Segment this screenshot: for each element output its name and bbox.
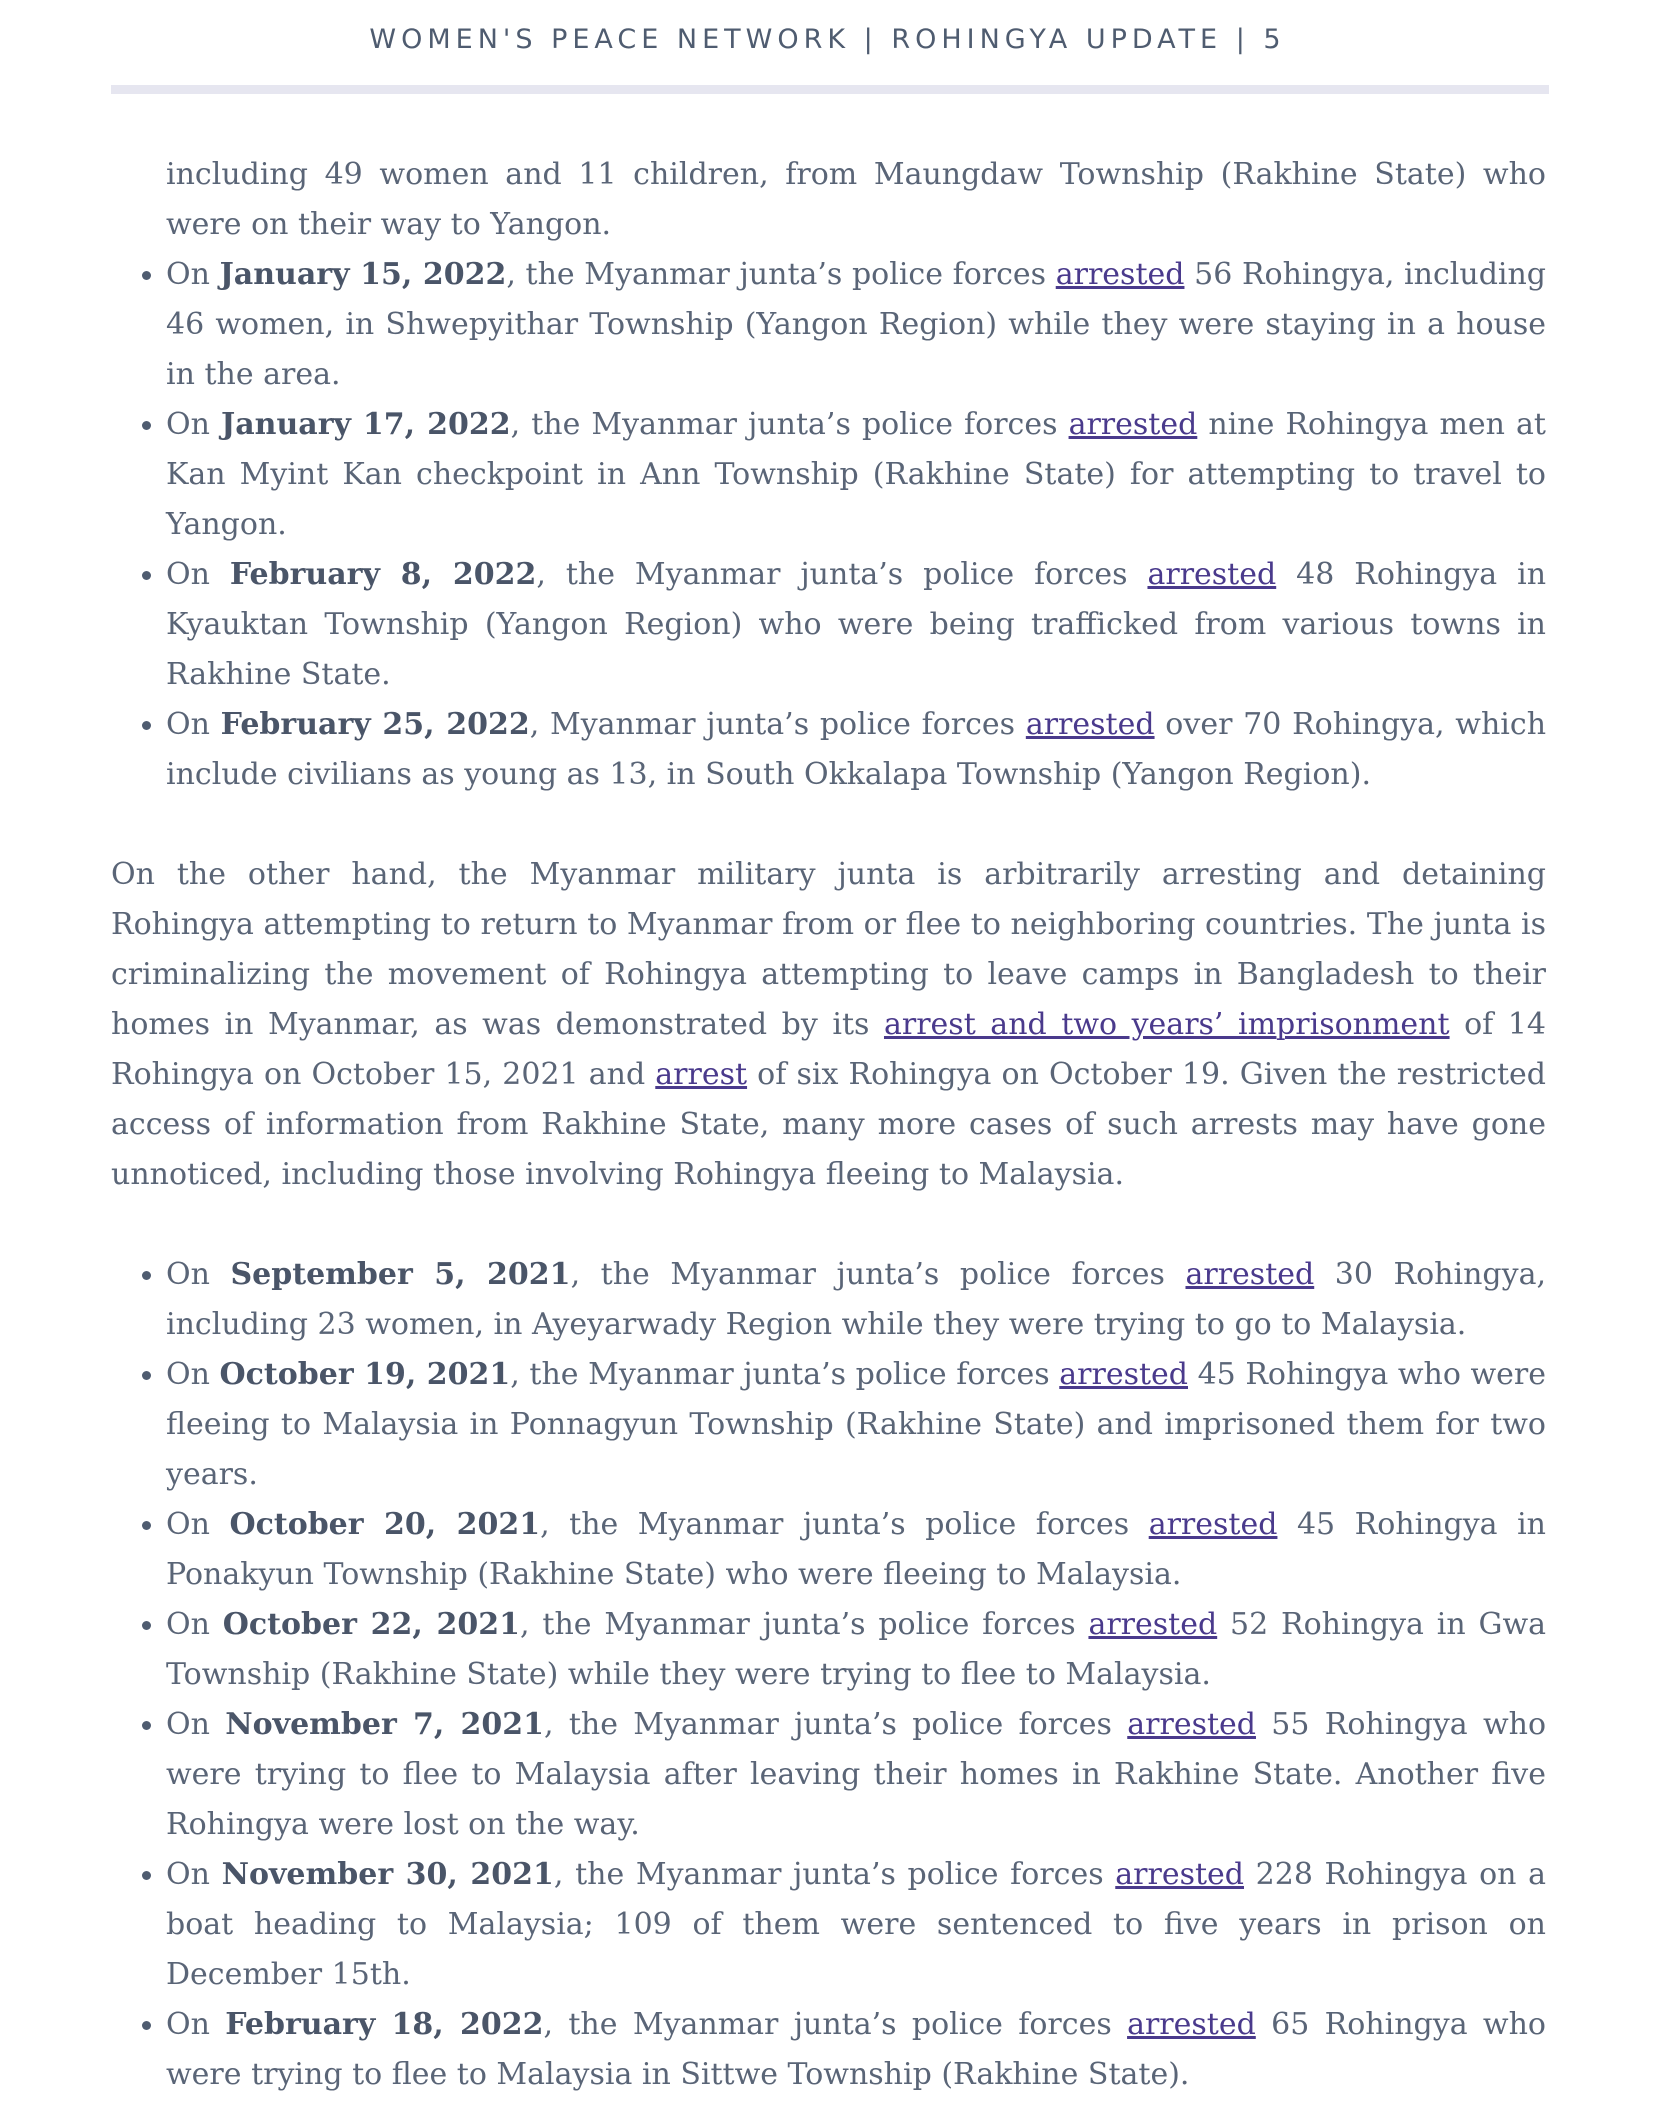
event-date: November 7, 2021 — [225, 1707, 544, 1742]
list-item: • On September 5, 2021, the Myanmar junta’s police forces arrested 30 Rohingya, including 23 women, in Ayeyarwady Region while they were trying to go to Malaysia. — [166, 1250, 1546, 1350]
imprisonment-link[interactable]: arrest and two years’ imprisonment — [883, 1007, 1450, 1042]
source-link[interactable]: arrested — [1115, 1857, 1244, 1892]
source-link[interactable]: arrested — [1025, 707, 1155, 742]
arrest-link[interactable]: arrest — [655, 1057, 748, 1092]
source-link[interactable]: arrested — [1148, 1507, 1278, 1542]
list-item: • On November 30, 2021, the Myanmar junta’s police forces arrested 228 Rohingya on a boat heading to Malaysia; 109 of them were sentenced to five years in prison on December 15th. — [166, 1850, 1546, 2000]
page-header: WOMEN'S PEACE NETWORK | ROHINGYA UPDATE | 5 — [369, 24, 1286, 55]
source-link[interactable]: arrested — [1127, 2007, 1256, 2042]
source-link[interactable]: arrested — [1127, 1707, 1256, 1742]
event-date: September 5, 2021 — [230, 1257, 571, 1292]
list-item: • On February 18, 2022, the Myanmar junta’s police forces arrested 65 Rohingya who were trying to flee to Malaysia in Sittwe Township (Rakhine State). — [166, 2000, 1546, 2100]
event-date: October 22, 2021 — [222, 1607, 521, 1642]
source-link[interactable]: arrested — [1055, 257, 1185, 292]
list-item: • On February 25, 2022, Myanmar junta’s police forces arrested over 70 Rohingya, which include civilians as young as 13, in South Okkalapa Township (Yangon Region). — [166, 700, 1546, 800]
spacer — [111, 1200, 1546, 1250]
document-body — [111, 150, 1546, 2100]
event-date: November 30, 2021 — [221, 1857, 554, 1892]
event-date: February 18, 2022 — [225, 2007, 544, 2042]
list-item: • On October 20, 2021, the Myanmar junta’s police forces arrested 45 Rohingya in Ponakyun Township (Rakhine State) who were fleeing to Malaysia. — [166, 1500, 1546, 1600]
list-item: • On October 22, 2021, the Myanmar junta’s police forces arrested 52 Rohingya in Gwa Township (Rakhine State) while they were trying to flee to Malaysia. — [166, 1600, 1546, 1700]
event-date: February 25, 2022 — [220, 707, 530, 742]
event-date: October 19, 2021 — [219, 1357, 511, 1392]
source-link[interactable]: arrested — [1185, 1257, 1315, 1292]
list-item: • On February 8, 2022, the Myanmar junta’s police forces arrested 48 Rohingya in Kyauktan Township (Yangon Region) who were being trafficked from various towns in Rakhine State. — [166, 550, 1546, 700]
source-link[interactable]: arrested — [1088, 1607, 1218, 1642]
list-item: • On January 15, 2022, the Myanmar junta’s police forces arrested 56 Rohingya, including 46 women, in Shwepyithar Township (Yangon Region) while they were staying in a house in the area. — [166, 250, 1546, 400]
list-continuation: including 49 women and 11 children, from Maungdaw Township (Rakhine State) who were on their way to Yangon. — [166, 157, 1546, 242]
event-date: February 8, 2022 — [229, 557, 537, 592]
list-item: • On January 17, 2022, the Myanmar junta’s police forces arrested nine Rohingya men at Kan Myint Kan checkpoint in Ann Township (Rakhine State) for attempting to travel to Yangon. — [166, 400, 1546, 550]
arrests-list-domestic — [111, 250, 1546, 800]
body-paragraph: On the other hand, the Myanmar military junta is arbitrarily arresting and detaining Rohingya attempting to return to Myanmar from or flee to neighboring countries. The junta is criminalizing the movement of Rohingya attempting to leave camps in Bangladesh to their homes in Myanmar, as was demonstrated by its arrest and two years’ imprisonment of 14 Rohingya on October 15, 2021 and arrest of six Rohingya on October 19. Given the restricted access of information from Rakhine State, many more cases of such arrests may have gone unnoticed, including those involving Rohingya fleeing to Malaysia. — [111, 857, 1546, 1192]
source-link[interactable]: arrested — [1068, 407, 1198, 442]
arrests-list-fleeing — [111, 1250, 1546, 2100]
list-item: • On November 7, 2021, the Myanmar junta’s police forces arrested 55 Rohingya who were trying to flee to Malaysia after leaving their homes in Rakhine State. Another five Rohingya were lost on the way. — [166, 1700, 1546, 1850]
event-date: January 15, 2022 — [219, 257, 507, 292]
event-date: October 20, 2021 — [229, 1507, 541, 1542]
list-item: • On October 19, 2021, the Myanmar junta’s police forces arrested 45 Rohingya who were fleeing to Malaysia in Ponnagyun Township (Rakhine State) and imprisoned them for two years. — [166, 1350, 1546, 1500]
spacer — [111, 800, 1546, 850]
event-date: January 17, 2022 — [221, 407, 511, 442]
source-link[interactable]: arrested — [1147, 557, 1277, 592]
header-divider — [111, 85, 1549, 94]
source-link[interactable]: arrested — [1059, 1357, 1188, 1392]
